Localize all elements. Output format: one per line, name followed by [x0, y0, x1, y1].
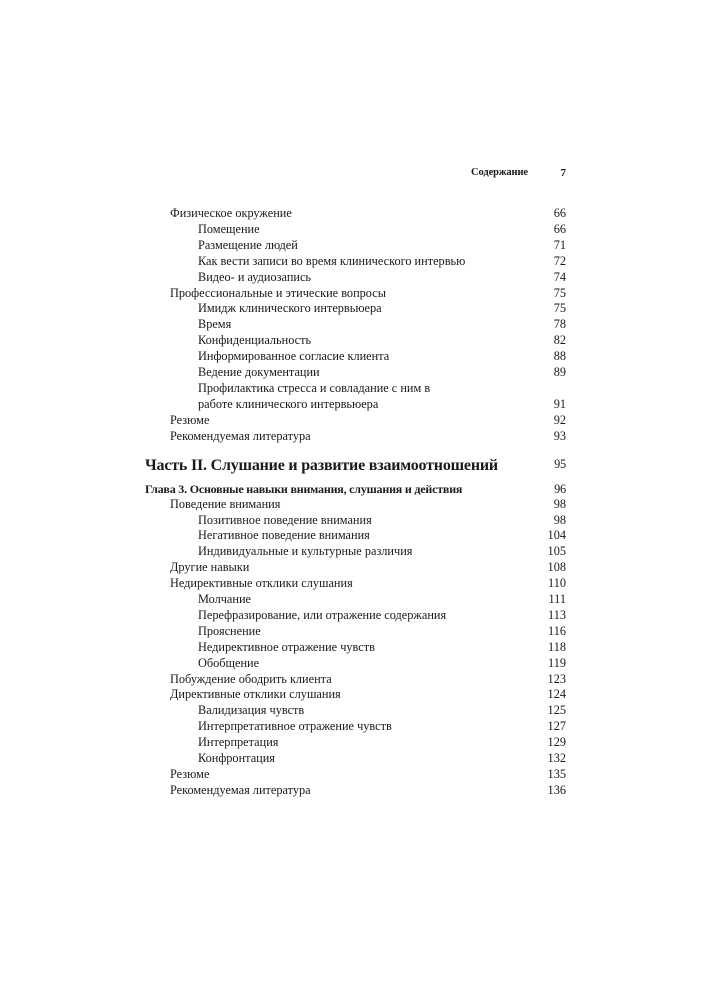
- toc-section-entry: [145, 429, 566, 445]
- toc-entry-title: Молчание: [198, 592, 252, 607]
- toc-entry-page-number: 96: [554, 481, 566, 496]
- toc-subsection-entry: [145, 528, 566, 544]
- toc-section-entry: [145, 783, 566, 799]
- toc-entry-title: Профессиональные и этические вопросы: [170, 285, 386, 300]
- toc-entry-title: Недирективное отражение чувств: [198, 639, 375, 654]
- toc-entry-page-number: 66: [553, 206, 566, 220]
- toc-section-entry: [145, 206, 566, 222]
- toc-entry-title: Как вести записи во время клинического интервью: [198, 253, 466, 268]
- toc-subsection-entry: [145, 608, 566, 624]
- toc-subsection-entry: [145, 719, 566, 735]
- toc-entry-title: Валидизация чувств: [198, 703, 305, 718]
- toc-subsection-entry: [145, 365, 566, 381]
- toc-entry-page-number: 98: [553, 512, 566, 527]
- toc-entry-page-number: 129: [547, 735, 566, 750]
- toc-entry-title: Конфронтация: [198, 751, 275, 766]
- toc-entry-title: Резюме: [170, 767, 210, 781]
- toc-entry-page-number: 98: [553, 496, 566, 511]
- toc-entry-page-number: 111: [548, 592, 566, 607]
- toc-subsection-entry: [145, 254, 566, 270]
- toc-entry-page-number: 124: [547, 687, 566, 702]
- toc-entry-title: Имидж клинического интервьюера: [198, 301, 382, 316]
- toc-entry-title: Резюме: [170, 412, 210, 427]
- toc-subsection-entry: [145, 222, 566, 238]
- toc-entry-page-number: 89: [553, 365, 566, 380]
- toc-entry-page-number: 93: [553, 428, 566, 443]
- toc-entry-title: Помещение: [198, 221, 260, 236]
- toc-section-entry: [145, 560, 566, 576]
- toc-entry-page-number: 71: [553, 237, 566, 252]
- toc-entry-title: Информированное согласие клиента: [198, 349, 390, 364]
- toc-subsection-entry: [145, 301, 566, 317]
- toc-subsection-entry: [145, 592, 566, 608]
- toc-section-entry: [145, 672, 566, 688]
- toc-entry-title: Рекомендуемая литература: [170, 782, 311, 797]
- toc-entry-title: Позитивное поведение внимания: [198, 512, 372, 527]
- toc-subsection-entry: [145, 735, 566, 751]
- toc-entry-page-number: 88: [553, 349, 566, 364]
- toc-subsection-entry: [145, 270, 566, 286]
- toc-subsection-entry: [145, 238, 566, 254]
- toc-entry-page-number: 110: [548, 576, 566, 591]
- toc-section-entry: [145, 413, 566, 429]
- toc-entry-title: Перефразирование, или отражение содержания: [198, 607, 447, 622]
- toc-entry-page-number: 74: [553, 269, 566, 284]
- toc-subsection-entry: [145, 624, 566, 640]
- toc-entry-page-number: 75: [553, 285, 566, 300]
- toc-section-entry: [145, 687, 566, 703]
- toc-entry-title: Конфиденциальность: [198, 333, 312, 348]
- toc-section-entry: [145, 286, 566, 302]
- toc-entry-title: Интерпретация: [198, 735, 279, 750]
- toc-entry-page-number: 123: [547, 671, 566, 686]
- toc-chapter-heading: [145, 481, 566, 497]
- toc-entry-page-number: 125: [547, 703, 566, 718]
- toc-entry-title: Негативное поведение внимания: [198, 528, 370, 543]
- toc-entry-page-number: 105: [547, 544, 566, 559]
- toc-entry-page-number: 118: [548, 639, 566, 654]
- toc-entry-title: Ведение документации: [198, 365, 320, 380]
- toc-entry-title: Другие навыки: [170, 560, 250, 575]
- toc-subsection-entry: [145, 751, 566, 767]
- toc-entry-title: Физическое окружение: [170, 206, 292, 220]
- toc-entry-page-number: 108: [547, 560, 566, 575]
- toc-entry-page-number: 116: [548, 623, 566, 638]
- toc-subsection-entry: [145, 544, 566, 560]
- toc-entry-title: Часть II. Слушание и развитие взаимоотношений: [145, 456, 498, 474]
- toc-section-entry: [145, 497, 566, 513]
- toc-entry-title: Обобщение: [198, 655, 260, 670]
- toc-entry-page-number: 66: [553, 221, 566, 236]
- toc-section-entry: [145, 576, 566, 592]
- running-title: Содержание: [471, 167, 528, 178]
- toc-entry-page-number: 72: [553, 253, 566, 268]
- toc-entry-title: Побуждение ободрить клиента: [170, 671, 332, 686]
- toc-section-entry: [145, 767, 566, 783]
- toc-part-heading: [145, 456, 566, 476]
- toc-entry-page-number: 136: [547, 782, 566, 797]
- toc-entry-title: Видео- и аудиозапись: [198, 269, 312, 284]
- toc-subsection-entry: [145, 640, 566, 656]
- toc-entry-page-number: 91: [553, 396, 566, 411]
- toc-entry-title: Рекомендуемая литература: [170, 428, 311, 443]
- toc-entry-page-number: 78: [553, 317, 566, 332]
- toc-subsection-entry: [145, 656, 566, 672]
- page-number: 7: [560, 167, 566, 179]
- table-of-contents: [145, 206, 566, 799]
- toc-entry-page-number: 119: [548, 655, 566, 670]
- toc-subsection-entry: [145, 317, 566, 333]
- toc-entry-page-number: 127: [547, 719, 566, 734]
- toc-entry-page-number: 132: [547, 751, 566, 766]
- toc-subsection-entry: [145, 703, 566, 719]
- toc-entry-page-number: 82: [553, 333, 566, 348]
- toc-subsection-entry: [145, 513, 566, 529]
- toc-entry-page-number: 104: [547, 528, 566, 543]
- toc-entry-title: Индивидуальные и культурные различия: [198, 544, 413, 559]
- toc-entry-page-number: 113: [548, 607, 566, 622]
- page-header: [0, 167, 566, 183]
- toc-entry-page-number: 75: [553, 301, 566, 316]
- toc-entry-title: Недирективные отклики слушания: [170, 576, 353, 591]
- toc-entry-page-number: 92: [553, 412, 566, 427]
- toc-entry-title: Размещение людей: [198, 237, 298, 252]
- toc-entry-title: Директивные отклики слушания: [170, 687, 341, 702]
- toc-subsection-entry: [145, 349, 566, 365]
- toc-entry-title: Прояснение: [198, 623, 261, 638]
- toc-entry-page-number: 95: [554, 456, 566, 471]
- toc-entry-title: Время: [198, 317, 232, 332]
- toc-entry-title: Поведение внимания: [170, 496, 281, 511]
- toc-subsection-entry: [145, 381, 566, 413]
- toc-entry-page-number: 135: [547, 767, 566, 781]
- toc-entry-title: Профилактика стресса и совладание с ним в работе клинического интервьюера: [198, 380, 431, 411]
- toc-entry-title: Глава 3. Основные навыки внимания, слушания и действия: [145, 481, 463, 496]
- toc-subsection-entry: [145, 333, 566, 349]
- toc-entry-title: Интерпретативное отражение чувств: [198, 719, 392, 734]
